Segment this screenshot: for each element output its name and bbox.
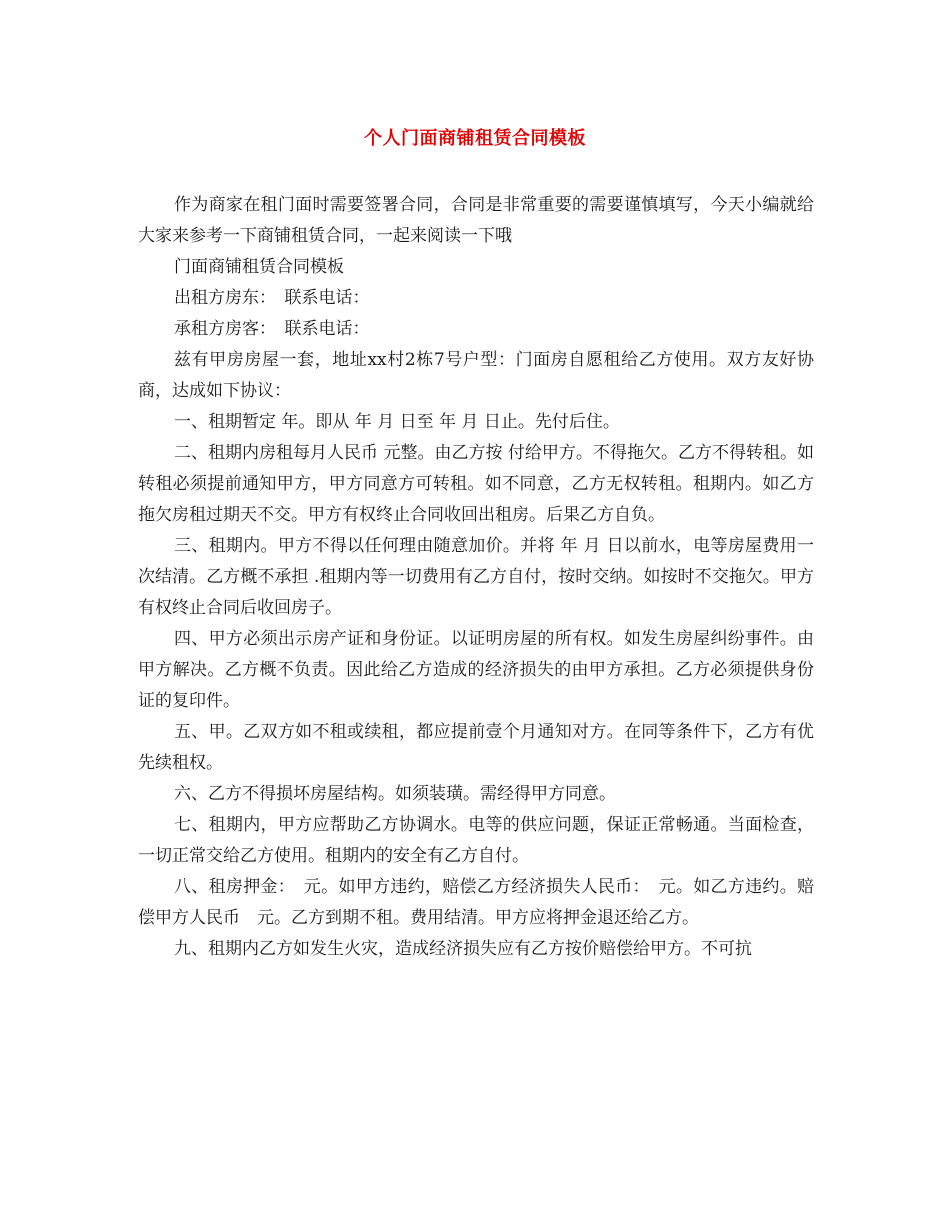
clause-4: 四、甲方必须出示房产证和身份证。以证明房屋的所有权。如发生房屋纠纷事件。由甲方解决。乙方概不负责。因此给乙方造成的经济损失的由甲方承担。乙方必须提供身份证的复印件。 <box>138 629 814 711</box>
intro-paragraph: 作为商家在租门面时需要签署合同，合同是非常重要的需要谨慎填写，今天小编就给大家来参考一下商铺租赁合同，一起来阅读一下哦 <box>138 195 814 246</box>
clause-2: 二、租期内房租每月人民币 元整。由乙方按 付给甲方。不得拖欠。乙方不得转租。如转租必须提前通知甲方，甲方同意方可转租。如不同意，乙方无权转租。租期内。如乙方拖欠房租过期天不交。甲方有权终止合同收回出租房。后果乙方自负。 <box>138 443 814 525</box>
clause-3: 三、租期内。甲方不得以任何理由随意加价。并将 年 月 日以前水，电等房屋费用一次结清。乙方概不承担 .租期内等一切费用有乙方自付，按时交纳。如按时不交拖欠。甲方有权终止合同后收回房子。 <box>138 536 814 618</box>
lessee-line: 承租方房客： 联系电话： <box>174 319 370 339</box>
clause-6: 六、乙方不得损坏房屋结构。如须装璜。需经得甲方同意。 <box>174 784 616 804</box>
clause-1: 一、租期暂定 年。即从 年 月 日至 年 月 日止。先付后住。 <box>174 412 620 432</box>
clause-7: 七、租期内，甲方应帮助乙方协调水。电等的供应问题，保证正常畅通。当面检查，一切正常交给乙方使用。租期内的安全有乙方自付。 <box>138 815 814 866</box>
contract-heading: 门面商铺租赁合同模板 <box>174 257 344 277</box>
clause-8: 八、租房押金： 元。如甲方违约，赔偿乙方经济损失人民币： 元。如乙方违约。赔偿甲方人民币 元。乙方到期不租。费用结清。甲方应将押金退还给乙方。 <box>138 877 814 928</box>
document-body <box>138 190 814 965</box>
lessor-line: 出租方房东： 联系电话： <box>174 288 370 308</box>
preamble-paragraph: 兹有甲房房屋一套，地址xx村2栋7号户型：门面房自愿租给乙方使用。双方友好协商，达成如下协议： <box>138 350 814 401</box>
document-title: 个人门面商铺租赁合同模板 <box>364 128 586 149</box>
clause-9: 九、租期内乙方如发生火灾，造成经济损失应有乙方按价赔偿给甲方。不可抗 <box>174 939 752 959</box>
clause-5: 五、甲。乙双方如不租或续租，都应提前壹个月通知对方。在同等条件下，乙方有优先续租权。 <box>138 722 814 773</box>
